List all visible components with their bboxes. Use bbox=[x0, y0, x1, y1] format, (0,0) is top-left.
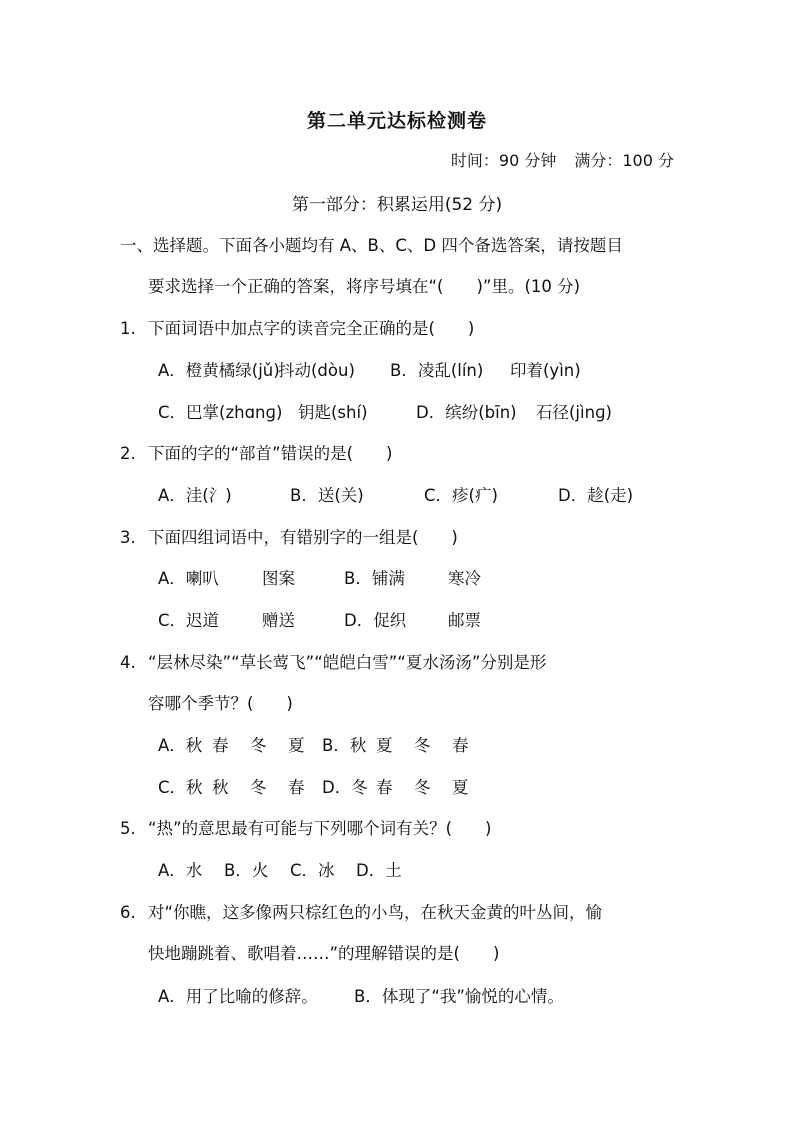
question-1 bbox=[120, 315, 474, 339]
question-6-options bbox=[158, 983, 564, 1007]
question-text: 下面词语中加点字的读音完全正确的是( ) bbox=[148, 319, 475, 338]
question-text: 对“你瞧，这多像两只棕红色的小鸟，在秋天金黄的叶丛间，愉 bbox=[148, 903, 603, 922]
question-number: 5. bbox=[120, 819, 136, 838]
option: A．水 bbox=[158, 861, 203, 880]
option: C．冰 bbox=[290, 861, 335, 880]
option-word: 寒冷 bbox=[448, 569, 481, 588]
option-word: 春 bbox=[452, 736, 469, 755]
option-word: 冬 bbox=[414, 778, 431, 797]
option-word: 冬 bbox=[414, 736, 431, 755]
option: B．铺满 bbox=[344, 569, 405, 588]
question-5 bbox=[120, 815, 491, 839]
option-word: 印着(yìn) bbox=[510, 361, 581, 380]
option-word: 抖动(dòu) bbox=[278, 361, 355, 380]
question-number: 3. bbox=[120, 528, 136, 547]
question-2 bbox=[120, 440, 392, 464]
question-4-text-cont: 容哪个季节？( ) bbox=[148, 694, 293, 713]
option: D．冬 bbox=[322, 778, 368, 797]
question-6-text-cont: 快地蹦跳着、歌唱着……”的理解错误的是( ) bbox=[148, 944, 500, 963]
time-limit: 时间：90 分钟 bbox=[450, 151, 557, 170]
question-number: 6. bbox=[120, 903, 136, 922]
option-word: 春 bbox=[288, 778, 305, 797]
question-5-options bbox=[158, 857, 402, 881]
option: D．促织 bbox=[344, 611, 407, 630]
option-word: 邮票 bbox=[448, 611, 481, 630]
option: B．火 bbox=[224, 861, 269, 880]
question-number: 2. bbox=[120, 444, 136, 463]
question-2-options bbox=[158, 482, 633, 506]
option: A．用了比喻的修辞。 bbox=[158, 987, 318, 1006]
question-text: “层林尽染”“草长莺飞”“皑皑白雪”“夏水汤汤”分别是形 bbox=[148, 653, 547, 672]
option-word: 春 bbox=[376, 778, 393, 797]
option-word: 钥匙(shí) bbox=[298, 403, 368, 422]
option: A．秋 bbox=[158, 736, 203, 755]
full-score: 满分：100 分 bbox=[574, 151, 674, 170]
question-4-options-row-2 bbox=[158, 774, 469, 798]
option: C．巴掌(zhɑnɡ) bbox=[158, 403, 283, 422]
option: B．凌乱(lín) bbox=[390, 361, 484, 380]
question-1-options-row-1 bbox=[158, 357, 581, 381]
option-word: 春 bbox=[212, 736, 229, 755]
option: D．趁(走) bbox=[558, 486, 634, 505]
option: C．疹(疒) bbox=[424, 486, 498, 505]
option: A．橙黄橘绿(jǔ) bbox=[158, 361, 280, 380]
option-word: 秋 bbox=[212, 778, 229, 797]
question-text: “热”的意思最有可能与下列哪个词有关？( ) bbox=[148, 819, 492, 838]
page-title: 第二单元达标检测卷 bbox=[306, 110, 487, 132]
option: A．喇叭 bbox=[158, 569, 219, 588]
option-word: 石径(jìnɡ) bbox=[536, 403, 612, 422]
question-3 bbox=[120, 524, 458, 548]
option: B．送(关) bbox=[290, 486, 364, 505]
question-1-options-row-2 bbox=[158, 399, 612, 423]
question-number: 1. bbox=[120, 319, 136, 338]
option-word: 夏 bbox=[376, 736, 393, 755]
option-word: 夏 bbox=[452, 778, 469, 797]
question-4-options-row-1 bbox=[158, 732, 469, 756]
option-word: 夏 bbox=[288, 736, 305, 755]
option: D．缤纷(bīn) bbox=[416, 403, 517, 422]
option: A．洼(氵) bbox=[158, 486, 232, 505]
option: C．秋 bbox=[158, 778, 203, 797]
exam-meta bbox=[451, 148, 674, 171]
part-heading: 第一部分：积累运用(52 分) bbox=[291, 195, 503, 215]
question-3-options-row-2 bbox=[158, 607, 481, 631]
option-word: 冬 bbox=[250, 778, 267, 797]
section-instruction-line-1: 一、选择题。下面各小题均有 A、B、C、D 四个备选答案，请按题目 bbox=[120, 236, 623, 255]
option-word: 图案 bbox=[262, 569, 295, 588]
question-3-options-row-1 bbox=[158, 565, 481, 589]
option-word: 冬 bbox=[250, 736, 267, 755]
question-4 bbox=[120, 649, 546, 673]
option: C．迟道 bbox=[158, 611, 220, 630]
option: B．体现了“我”愉悦的心情。 bbox=[354, 987, 564, 1006]
option: D．土 bbox=[356, 861, 402, 880]
option: B．秋 bbox=[322, 736, 367, 755]
question-number: 4. bbox=[120, 653, 136, 672]
question-text: 下面四组词语中，有错别字的一组是( ) bbox=[148, 528, 458, 547]
section-instruction-line-2: 要求选择一个正确的答案，将序号填在“( )”里。(10 分) bbox=[148, 277, 581, 296]
question-text: 下面的字的“部首”错误的是( ) bbox=[148, 444, 393, 463]
question-6 bbox=[120, 899, 602, 923]
option-word: 赠送 bbox=[262, 611, 295, 630]
